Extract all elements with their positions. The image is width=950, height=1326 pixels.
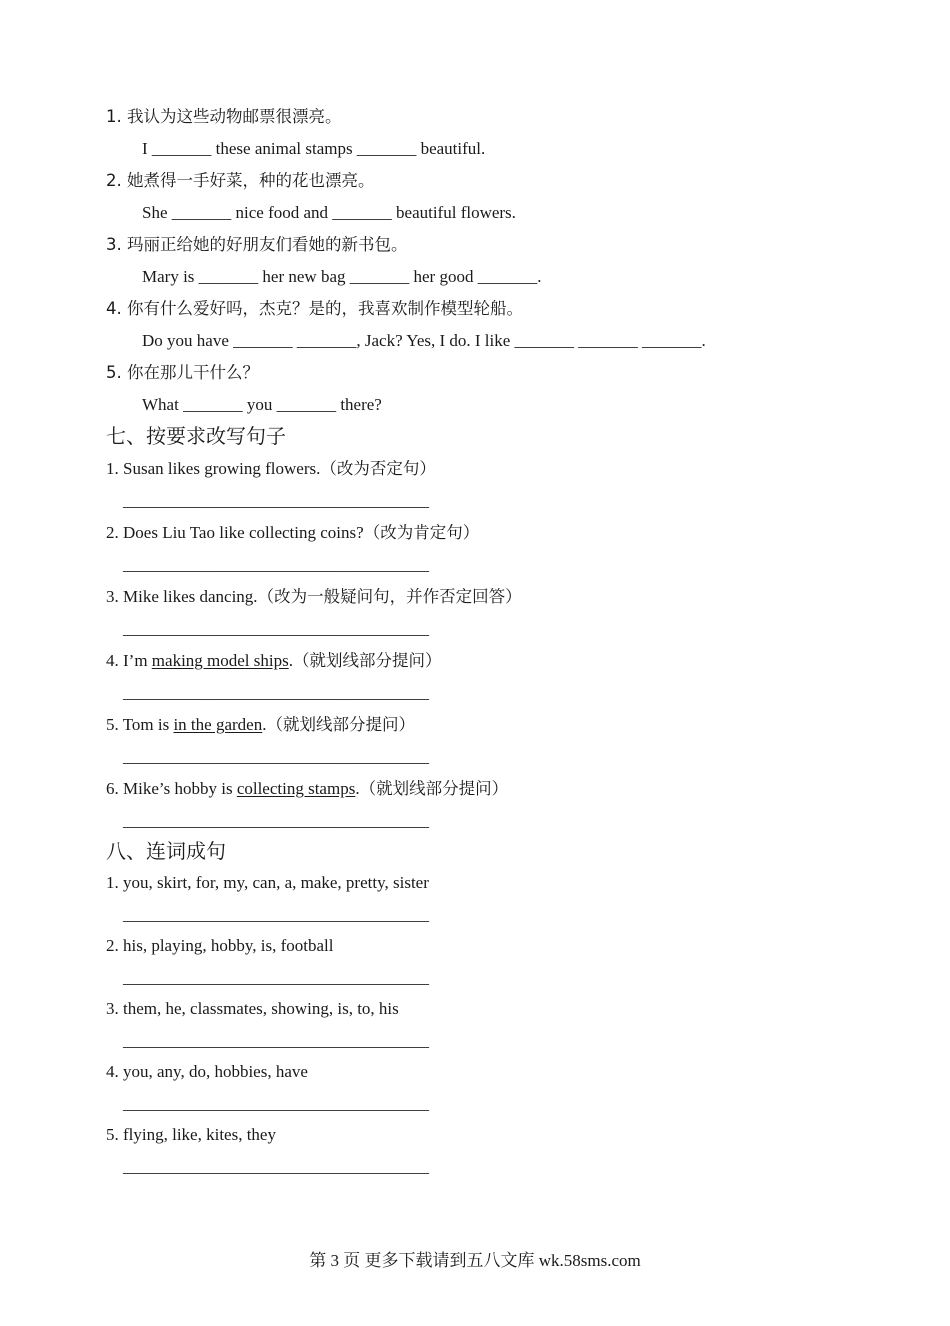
answer-line[interactable]: ____________________________________ (106, 1157, 429, 1176)
s7-q6-text: 6. Mike’s hobby is (106, 779, 237, 798)
s6-q5-zh: 5. 你在那儿干什么？ (106, 363, 259, 382)
s7-q4 (106, 650, 442, 672)
section8-heading: 八、连词成句 (106, 839, 226, 863)
s8-q2: 2. his, playing, hobby, is, football (106, 936, 334, 955)
s6-q1-en: I _______ these animal stamps _______ beautiful. (142, 139, 486, 158)
answer-line[interactable]: ____________________________________ (106, 811, 429, 830)
s7-q2-text: 2. Does Liu Tao like collecting coins? (106, 523, 364, 542)
answer-line[interactable]: ____________________________________ (106, 968, 429, 987)
s8-q3: 3. them, he, classmates, showing, is, to, his (106, 999, 399, 1018)
section7-heading: 七、按要求改写句子 (106, 424, 286, 448)
s6-q4-en: Do you have _______ _______, Jack? Yes, I do. I like _______ _______ _______. (142, 331, 706, 350)
s7-q5-period: . (262, 715, 267, 734)
s7-q4-period: . (288, 651, 293, 670)
answer-line[interactable]: ____________________________________ (106, 619, 429, 638)
answer-line[interactable]: ____________________________________ (106, 905, 429, 924)
s7-q4-underlined: making model ships (151, 651, 289, 670)
s7-q2-note: （改为肯定句） (363, 523, 480, 542)
s7-q4-note: （就划线部分提问） (293, 651, 442, 670)
s8-q5: 5. flying, like, kites, they (106, 1125, 276, 1144)
s7-q5-underlined: in the garden (173, 715, 263, 734)
s7-q1-note: （改为否定句） (320, 459, 436, 478)
s6-q1-zh: 1. 我认为这些动物邮票很漂亮。 (106, 107, 342, 126)
s7-q6 (106, 778, 508, 800)
answer-line[interactable]: ____________________________________ (106, 683, 429, 702)
s7-q2 (106, 522, 479, 544)
s7-q1 (106, 458, 436, 480)
s7-q6-underlined: collecting stamps (236, 779, 356, 798)
answer-line[interactable]: ____________________________________ (106, 555, 429, 574)
answer-line[interactable]: ____________________________________ (106, 747, 429, 766)
s7-q4-text: 4. I’m (106, 651, 152, 670)
s6-q4-zh: 4. 你有什么爱好吗，杰克？是的，我喜欢制作模型轮船。 (106, 299, 523, 318)
s7-q5 (106, 714, 415, 736)
s7-q5-note: （就划线部分提问） (266, 715, 415, 734)
answer-line[interactable]: ____________________________________ (106, 491, 429, 510)
s8-q1: 1. you, skirt, for, my, can, a, make, pretty, sister (106, 873, 429, 892)
s7-q3 (106, 586, 522, 608)
s6-q3-zh: 3. 玛丽正给她的好朋友们看她的新书包。 (106, 235, 408, 254)
s7-q1-text: 1. Susan likes growing flowers. (106, 459, 321, 478)
answer-line[interactable]: ____________________________________ (106, 1031, 429, 1050)
s7-q5-text: 5. Tom is (106, 715, 174, 734)
s6-q5-en: What _______ you _______ there? (142, 395, 382, 414)
s6-q3-en: Mary is _______ her new bag _______ her good _______. (142, 267, 542, 286)
s7-q3-note: （改为一般疑问句，并作否定回答） (257, 587, 522, 606)
answer-line[interactable]: ____________________________________ (106, 1094, 429, 1113)
s6-q2-en: She _______ nice food and _______ beautiful flowers. (142, 203, 516, 222)
s7-q3-text: 3. Mike likes dancing. (106, 587, 258, 606)
s8-q4: 4. you, any, do, hobbies, have (106, 1062, 308, 1081)
s7-q6-period: . (355, 779, 360, 798)
s6-q2-zh: 2. 她煮得一手好菜，种的花也漂亮。 (106, 171, 375, 190)
s7-q6-note: （就划线部分提问） (359, 779, 509, 798)
page-footer: 第 3 页 更多下载请到五八文库 wk.58sms.com (309, 1251, 641, 1270)
